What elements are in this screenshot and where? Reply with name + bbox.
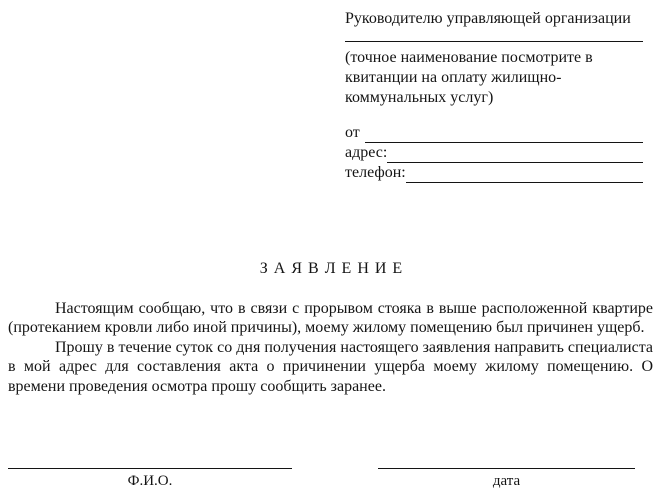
signature-name-label: Ф.И.О. [127,473,173,489]
document-title: З А Я В Л Е Н И Е [259,260,404,277]
field-address [345,143,643,163]
field-phone-label: телефон: [345,164,406,181]
signature-date-line [378,455,635,469]
recipient-note: (точное наименование посмотрите в квитанции на оплату жилищно-коммунальных услуг) [345,49,593,106]
paragraph-request: Прошу в течение суток со дня получения настоящего заявления направить специалиста в мой адрес для составления акта о причинении ущерба моему жилому помещению. О времени проведения осмотра прошу сообщить заранее. [8,338,653,395]
field-from-label: от [345,124,360,141]
field-from [345,123,643,143]
field-phone [345,163,643,183]
document-body [8,299,653,396]
signature-name-block [8,455,292,490]
paragraph-damage-notice: Настоящим сообщаю, что в связи с прорывом стояка в выше расположенной квартире (протеканием кровли либо иной причины), моему жилому помещению был причинен ущерб. [8,300,653,337]
field-address-blank-line [387,143,643,163]
signature-name-line [8,455,292,469]
sender-fields [345,123,643,183]
recipient-line: Руководителю управляющей организации [345,10,631,27]
field-phone-blank-line [406,163,643,183]
signature-date-block [378,455,635,490]
recipient-name-blank-line [345,29,643,42]
field-address-label: адрес: [345,144,388,161]
signature-date-label: дата [492,473,521,489]
field-from-blank-line [365,123,643,143]
recipient-block [345,9,643,183]
